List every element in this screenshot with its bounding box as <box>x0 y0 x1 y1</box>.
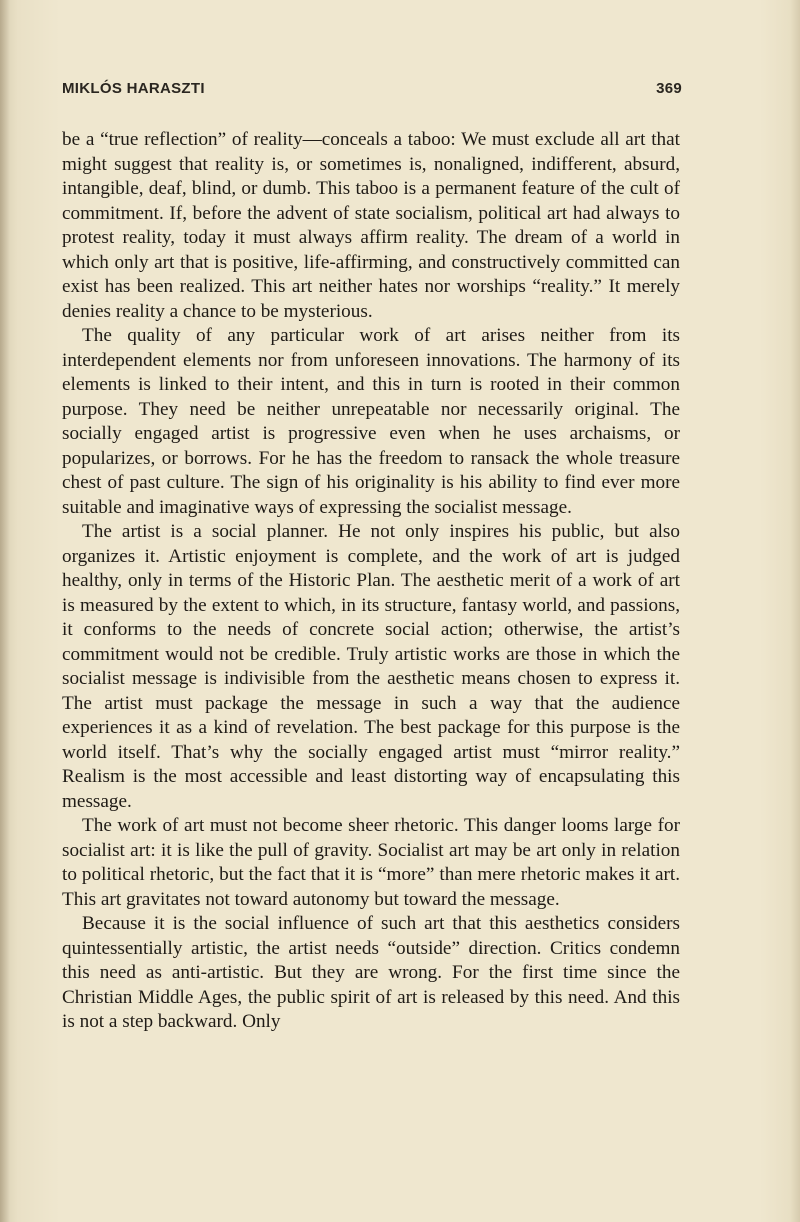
running-head-author: MIKLÓS HARASZTI <box>62 80 205 97</box>
paragraph: Because it is the social influence of such art that this aesthetics considers quintessentially artistic, the artist needs “outside” direction. Critics condemn this need as anti-artistic. But they are wrong. For the first time since the Christian Middle Ages, the public spirit of art is released by this need. And this is not a step backward. Only <box>62 913 680 1032</box>
body-text <box>62 128 680 1035</box>
running-head <box>62 80 682 104</box>
paragraph: The work of art must not become sheer rhetoric. This danger looms large for socialist art: it is like the pull of gravity. Socialist art may be art only in relation to political rhetoric, but the fact that it is “more” than mere rhetoric makes it art. This art gravitates not toward autonomy but toward the message. <box>62 815 680 910</box>
page-gutter-shadow <box>0 0 10 1222</box>
page-number: 369 <box>656 80 682 97</box>
paragraph: The artist is a social planner. He not only inspires his public, but also organizes it. Artistic enjoyment is complete, and the work of art is judged healthy, only in terms of the Historic Plan. The aesthetic merit of a work of art is measured by the extent to which, in its structure, fantasy world, and passions, it conforms to the needs of concrete social action; otherwise, the artist’s commitment would not be credible. Truly artistic works are those in which the socialist message is indivisible from the aesthetic means chosen to express it. The artist must package the message in such a way that the audience experiences it as a kind of revelation. The best package for this purpose is the world itself. That’s why the socially engaged artist must “mirror reality.” Realism is the most accessible and least distorting way of encapsulating this message. <box>62 521 680 812</box>
paragraph: be a “true reflection” of reality—conceals a taboo: We must exclude all art that might suggest that reality is, or sometimes is, nonaligned, indifferent, absurd, intangible, deaf, blind, or dumb. This taboo is a permanent feature of the cult of commitment. If, before the advent of state socialism, political art had always to protest reality, today it must always affirm reality. The dream of a world in which only art that is positive, life-affirming, and constructively committed can exist has been realized. This art neither hates nor worships “reality.” It merely denies reality a chance to be mysterious. <box>62 129 680 322</box>
paragraph: The quality of any particular work of art arises neither from its interdependent elements nor from unforeseen innovations. The harmony of its elements is linked to their intent, and this in turn is rooted in their common purpose. They need be neither unrepeatable nor necessarily original. The socially engaged artist is progressive even when he uses archaisms, or popularizes, or borrows. For he has the freedom to ransack the whole treasure chest of past culture. The sign of his originality is his ability to find ever more suitable and imaginative ways of expressing the socialist message. <box>62 325 680 518</box>
